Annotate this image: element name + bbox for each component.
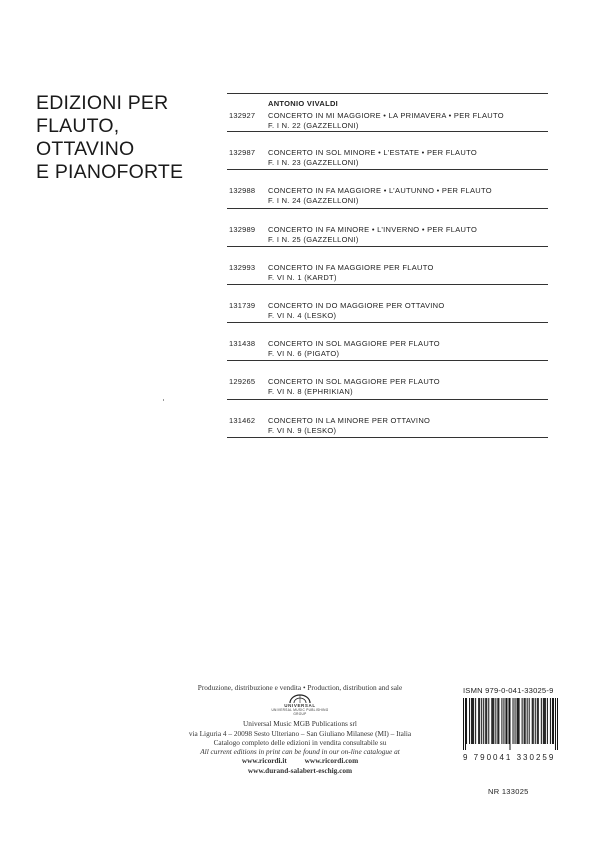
series-title — [36, 92, 236, 184]
website-link[interactable]: www.durand-salabert-eschig.com — [247, 765, 353, 775]
barcode-bar — [519, 698, 520, 744]
ismn-number: ISMN 979-0-041-33025-9 — [463, 686, 554, 695]
barcode-bar — [552, 698, 553, 744]
barcode-digits: 9 790041 330259 — [463, 753, 556, 762]
barcode-bar — [485, 698, 486, 744]
barcode-bar — [525, 698, 526, 744]
barcode-bar — [543, 698, 544, 744]
barcode-bar — [498, 698, 499, 744]
barcode-bar — [553, 698, 554, 744]
catalog-code: 131438 — [229, 339, 256, 349]
barcode-bar — [545, 698, 546, 744]
catalog-code: 132927 — [229, 111, 256, 120]
barcode-bar — [486, 698, 487, 744]
barcode-bar — [529, 698, 530, 744]
publisher-info — [160, 683, 440, 775]
work-title: CONCERTO IN FA MAGGIORE • L’AUTUNNO • PER FLAUTO — [268, 186, 492, 196]
barcode-bar — [517, 698, 518, 744]
barcode-bar — [465, 698, 466, 750]
barcode-bar — [557, 698, 558, 750]
catalog-note-it: Catalogo completo delle edizioni in vendita consultabile su — [213, 737, 387, 747]
barcode-bar — [513, 698, 514, 744]
work-title: CONCERTO IN SOL MAGGIORE PER FLAUTO — [268, 377, 440, 387]
catalog-entry — [227, 94, 548, 132]
barcode-bar — [535, 698, 536, 744]
margin-mark — [163, 399, 164, 401]
work-reference: F. VI N. 8 (EPHRIKIAN) — [268, 387, 353, 397]
barcode-bar — [518, 698, 519, 744]
work-reference: F. VI N. 1 (KARDT) — [268, 272, 337, 282]
barcode-bar — [522, 698, 523, 744]
barcode-bar — [515, 698, 516, 744]
barcode-bar — [473, 698, 474, 744]
work-reference: F. I N. 23 (GAZZELLONI) — [268, 158, 359, 168]
barcode-bar — [541, 698, 542, 744]
barcode-bar — [479, 698, 480, 744]
website-link[interactable]: www.ricordi.it — [241, 756, 287, 766]
barcode-bar — [508, 698, 509, 744]
website-links — [160, 756, 440, 765]
barcode-bar — [463, 698, 464, 750]
title-line: EDIZIONI PER — [36, 92, 169, 114]
catalog-number: NR 133025 — [488, 787, 529, 796]
title-line: E PIANOFORTE — [36, 161, 184, 183]
barcode-bar — [471, 698, 472, 744]
catalog-code: 132988 — [229, 186, 256, 196]
barcode-bar — [472, 698, 473, 744]
work-title: CONCERTO IN LA MINORE PER OTTAVINO — [268, 415, 431, 425]
barcode-bar — [550, 698, 551, 744]
catalog-code: 131739 — [229, 300, 256, 310]
catalog-entry — [227, 400, 548, 438]
barcode-bar — [537, 698, 538, 744]
barcode-bar — [527, 698, 528, 744]
catalog-entry — [227, 132, 548, 170]
catalog-entry — [227, 323, 548, 361]
work-reference: F. VI N. 9 (LESKO) — [268, 425, 337, 435]
catalog-entry — [227, 361, 548, 399]
barcode-bar — [481, 698, 482, 744]
catalog-entry — [227, 170, 548, 208]
composer-name: ANTONIO VIVALDI — [268, 99, 339, 108]
barcode-bar — [555, 698, 556, 750]
barcode-bar — [509, 698, 510, 750]
barcode-bar — [475, 698, 476, 744]
barcode-bar — [478, 698, 479, 744]
catalog-entry — [227, 285, 548, 323]
barcode-bar — [538, 698, 539, 744]
barcode-bar — [544, 698, 545, 744]
universal-logo — [270, 694, 330, 716]
catalog-list — [227, 93, 548, 438]
catalog-entry — [227, 209, 548, 247]
barcode-bar — [506, 698, 507, 744]
catalog-entry — [227, 247, 548, 285]
work-reference: F. VI N. 4 (LESKO) — [268, 310, 337, 320]
work-reference: F. VI N. 6 (PIGATO) — [268, 349, 340, 359]
barcode — [463, 698, 558, 750]
barcode-bar — [503, 698, 504, 744]
catalog-code: 131462 — [229, 415, 256, 425]
catalog-code: 132993 — [229, 262, 256, 272]
barcode-bar — [469, 698, 470, 744]
catalog-code: 129265 — [229, 377, 256, 387]
barcode-bar — [493, 698, 494, 744]
barcode-bar — [532, 698, 533, 744]
barcode-bar — [501, 698, 502, 744]
barcode-bar — [466, 698, 467, 744]
work-reference: F. I N. 25 (GAZZELLONI) — [268, 234, 359, 244]
work-title: CONCERTO IN DO MAGGIORE PER OTTAVINO — [268, 300, 445, 310]
barcode-bar — [495, 698, 496, 744]
barcode-bar — [524, 698, 525, 744]
barcode-bar — [491, 698, 492, 744]
work-title: CONCERTO IN MI MAGGIORE • LA PRIMAVERA • PER FLAUTO — [268, 111, 504, 120]
production-line: Produzione, distribuzione e vendita • Production, distribution and sale — [197, 683, 403, 692]
work-reference: F. I N. 22 (GAZZELLONI) — [268, 121, 359, 130]
work-title: CONCERTO IN FA MAGGIORE PER FLAUTO — [268, 262, 434, 272]
website-link[interactable]: www.ricordi.com — [304, 756, 359, 766]
barcode-bar — [492, 698, 493, 744]
barcode-bar — [497, 698, 498, 744]
catalog-code: 132987 — [229, 148, 256, 158]
work-title: CONCERTO IN SOL MAGGIORE PER FLAUTO — [268, 339, 440, 349]
barcode-bar — [483, 698, 484, 744]
work-title: CONCERTO IN SOL MINORE • L’ESTATE • PER FLAUTO — [268, 148, 477, 158]
publisher-name: Universal Music MGB Publications srl — [243, 719, 357, 729]
catalog-code: 132989 — [229, 224, 256, 234]
logo-brand: UNIVERSAL — [284, 703, 316, 709]
logo-subtitle: UNIVERSAL MUSIC PUBLISHING GROUP — [271, 708, 329, 717]
work-title: CONCERTO IN FA MINORE • L’INVERNO • PER FLAUTO — [268, 224, 478, 234]
title-line: OTTAVINO — [36, 138, 135, 160]
publisher-address: via Liguria 4 – 20098 Sesto Ulteriano – San Giuliano Milanese (MI) – Italia — [188, 728, 412, 738]
barcode-bar — [505, 698, 506, 744]
globe-icon — [289, 694, 311, 703]
work-reference: F. I N. 24 (GAZZELLONI) — [268, 196, 359, 206]
title-line: FLAUTO, — [36, 115, 120, 137]
barcode-bar — [533, 698, 534, 744]
barcode-bar — [547, 698, 548, 744]
barcode-block — [463, 686, 558, 762]
barcode-bar — [488, 698, 489, 744]
catalog-note-en: All current editions in print can be found in our on-line catalogue at — [200, 747, 400, 757]
